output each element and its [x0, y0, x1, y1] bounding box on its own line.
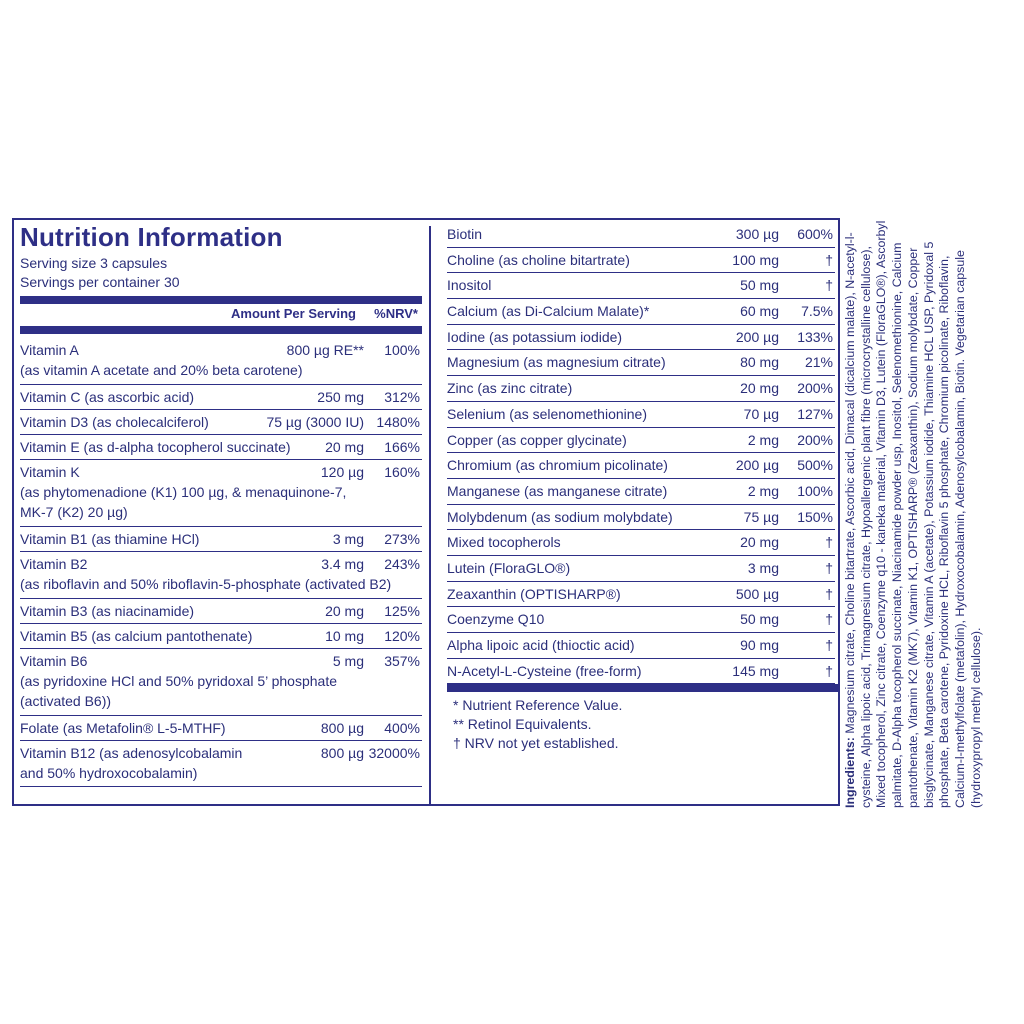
- nutrient-name: Mixed tocopherols: [447, 534, 561, 551]
- table-row: [447, 222, 835, 248]
- nutrient-nrv: 100%: [384, 342, 420, 358]
- nutrient-name: Vitamin B1 (as thiamine HCl): [20, 531, 200, 547]
- nutrient-name: Zeaxanthin (OPTISHARP®): [447, 585, 621, 602]
- table-row: [447, 376, 835, 402]
- nutrient-name: Chromium (as chromium picolinate): [447, 457, 668, 474]
- ingredients-text: [843, 218, 984, 808]
- nutrient-nrv: 7.5%: [801, 303, 833, 320]
- nutrient-detail: MK-7 (K2) 20 µg): [20, 504, 128, 520]
- table-row: [447, 659, 835, 685]
- table-row: [447, 248, 835, 274]
- nutrient-name: Selenium (as selenomethionine): [447, 405, 647, 422]
- ingredients-panel: [843, 218, 1021, 808]
- nutrient-nrv: †: [825, 662, 833, 679]
- table-row: [447, 428, 835, 454]
- table-row: [20, 649, 422, 716]
- nutrient-amount: 100 mg: [732, 251, 779, 268]
- nutrient-amount: 3.4 mg: [321, 556, 364, 572]
- nutrient-nrv: †: [825, 637, 833, 653]
- nutrient-nrv: 21%: [804, 354, 833, 371]
- nutrient-nrv: 1480%: [376, 414, 420, 430]
- table-row: [447, 633, 835, 659]
- header-nrv: %NRV*: [374, 306, 418, 321]
- table-row: [20, 624, 422, 649]
- nutrient-amount: 800 µg: [320, 745, 364, 761]
- footnote: † NRV not yet established.: [453, 735, 619, 751]
- table-row: [20, 599, 422, 624]
- nutrient-name: N-Acetyl-L-Cysteine (free-form): [447, 662, 642, 679]
- table-row: [447, 582, 835, 608]
- table-row: [447, 350, 835, 376]
- nutrient-nrv: 200%: [797, 380, 833, 397]
- nutrient-amount: 200 µg: [735, 328, 779, 345]
- nutrient-name: Alpha lipoic acid (thioctic acid): [447, 637, 635, 653]
- nutrient-amount: 20 mg: [740, 380, 779, 397]
- nutrient-name: Biotin: [447, 226, 483, 242]
- servings-per-container: Servings per container 30: [20, 274, 180, 290]
- nutrient-nrv: 357%: [384, 653, 420, 669]
- nutrient-name: Vitamin K: [20, 464, 80, 480]
- nutrition-label: [12, 218, 840, 806]
- nutrient-name: Choline (as choline bitartrate): [447, 251, 630, 268]
- nutrient-amount: 70 µg: [743, 405, 779, 422]
- nutrient-name: Inositol: [447, 277, 492, 294]
- table-row: [447, 402, 835, 428]
- nutrient-nrv: 166%: [384, 439, 420, 455]
- left-column: [14, 220, 429, 804]
- nutrient-nrv: †: [825, 277, 833, 294]
- table-row: [447, 453, 835, 479]
- nutrient-nrv: †: [825, 611, 833, 628]
- table-row: [20, 716, 422, 741]
- table-row: [447, 505, 835, 531]
- nutrient-amount: 3 mg: [332, 531, 364, 547]
- nutrient-detail: (activated B6)): [20, 693, 112, 709]
- nutrient-name: Zinc (as zinc citrate): [447, 380, 573, 397]
- nutrient-detail: (as vitamin A acetate and 20% beta carotene): [20, 362, 303, 378]
- footnotes: [453, 696, 622, 753]
- table-row: [447, 299, 835, 325]
- nutrient-amount: 300 µg: [735, 226, 779, 242]
- nutrient-nrv: †: [825, 534, 833, 551]
- nutrient-detail: and 50% hydroxocobalamin): [20, 765, 198, 781]
- right-column: [439, 220, 832, 804]
- nutrient-amount: 20 mg: [325, 439, 364, 455]
- nutrient-name: Iodine (as potassium iodide): [447, 328, 623, 345]
- nutrient-amount: 5 mg: [332, 653, 364, 669]
- nutrient-detail: (as riboflavin and 50% riboflavin-5-phosphate (activated B2): [20, 576, 392, 592]
- table-row: [20, 552, 422, 599]
- nutrient-amount: 75 µg (3000 IU): [266, 414, 364, 430]
- top-divider-bar: [20, 296, 422, 304]
- table-row: [447, 530, 835, 556]
- nutrient-amount: 50 mg: [740, 611, 779, 628]
- table-row: [20, 527, 422, 552]
- table-row: [20, 460, 422, 527]
- nutrient-amount: 500 µg: [735, 585, 779, 602]
- nutrient-name: Vitamin B2: [20, 556, 88, 572]
- nutrient-nrv: 273%: [384, 531, 420, 547]
- nutrient-name: Molybdenum (as sodium molybdate): [447, 508, 673, 525]
- footnote: * Nutrient Reference Value.: [453, 697, 623, 713]
- right-nutrient-table: [447, 222, 835, 684]
- nutrient-amount: 2 mg: [747, 482, 779, 499]
- left-nutrient-table: [20, 338, 422, 787]
- header-amount: Amount Per Serving: [231, 306, 356, 321]
- nutrient-amount: 3 mg: [747, 559, 779, 576]
- table-row: [447, 273, 835, 299]
- nutrient-nrv: 127%: [797, 405, 833, 422]
- nutrient-nrv: 120%: [384, 628, 420, 644]
- nutrient-amount: 75 µg: [743, 508, 779, 525]
- table-row: [447, 556, 835, 582]
- nutrient-nrv: 600%: [797, 226, 833, 242]
- nutrient-name: Vitamin B5 (as calcium pantothenate): [20, 628, 253, 644]
- nutrient-amount: 120 µg: [320, 464, 364, 480]
- serving-info: [20, 254, 180, 292]
- nutrient-nrv: †: [825, 251, 833, 268]
- nutrient-name: Calcium (as Di-Calcium Malate)*: [447, 303, 650, 320]
- table-row: [20, 410, 422, 435]
- nutrient-nrv: 312%: [384, 389, 420, 405]
- nutrient-nrv: 32000%: [368, 745, 420, 761]
- serving-size: Serving size 3 capsules: [20, 255, 168, 271]
- nutrient-amount: 200 µg: [735, 457, 779, 474]
- bottom-divider-bar: [447, 684, 840, 692]
- nutrient-name: Vitamin B6: [20, 653, 88, 669]
- nutrient-name: Magnesium (as magnesium citrate): [447, 354, 666, 371]
- footnote: ** Retinol Equivalents.: [453, 716, 592, 732]
- nutrient-amount: 60 mg: [740, 303, 779, 320]
- nutrient-name: Coenzyme Q10: [447, 611, 545, 628]
- nutrient-name: Vitamin E (as d-alpha tocopherol succinate): [20, 439, 291, 455]
- nutrient-nrv: 160%: [384, 464, 420, 480]
- nutrient-amount: 250 mg: [317, 389, 364, 405]
- nutrient-amount: 80 mg: [740, 354, 779, 371]
- nutrient-name: Vitamin D3 (as cholecalciferol): [20, 414, 209, 430]
- nutrient-nrv: 100%: [797, 482, 833, 499]
- nutrient-nrv: 500%: [797, 457, 833, 474]
- nutrient-name: Folate (as Metafolin® L-5-MTHF): [20, 720, 226, 736]
- table-row: [20, 385, 422, 410]
- header-divider-bar: [20, 326, 422, 334]
- nutrient-amount: 800 µg: [320, 720, 364, 736]
- nutrient-nrv: 400%: [384, 720, 420, 736]
- nutrient-amount: 90 mg: [740, 637, 779, 653]
- nutrient-name: Vitamin B3 (as niacinamide): [20, 603, 195, 619]
- nutrient-amount: 10 mg: [325, 628, 364, 644]
- table-header: [20, 304, 422, 324]
- nutrient-name: Vitamin B12 (as adenosylcobalamin: [20, 745, 243, 761]
- table-row: [20, 741, 422, 787]
- nutrient-name: Lutein (FloraGLO®): [447, 559, 571, 576]
- nutrient-nrv: †: [825, 585, 833, 602]
- column-divider: [429, 226, 431, 804]
- nutrient-amount: 20 mg: [325, 603, 364, 619]
- nutrient-amount: 145 mg: [732, 662, 779, 679]
- nutrient-nrv: 133%: [797, 328, 833, 345]
- table-row: [20, 435, 422, 460]
- nutrient-detail: (as pyridoxine HCl and 50% pyridoxal 5’ phosphate: [20, 673, 337, 689]
- page-title: Nutrition Information: [20, 222, 283, 252]
- nutrient-name: Vitamin C (as ascorbic acid): [20, 389, 195, 405]
- table-row: [447, 325, 835, 351]
- nutrient-amount: 20 mg: [740, 534, 779, 551]
- table-row: [447, 479, 835, 505]
- ingredients-label: Ingredients:: [843, 737, 857, 808]
- nutrient-nrv: †: [825, 559, 833, 576]
- table-row: [447, 607, 835, 633]
- nutrient-name: Manganese (as manganese citrate): [447, 482, 668, 499]
- ingredients-list: Magnesium citrate, Choline bitartrate, Ascorbic acid, Dimacal (dicalcium malate), N-acetyl-l-cysteine, Alpha lipoic acid, Trimagnesium citrate, Hypoallergenic plant fibre (microcrystalline cellulose), Mixed tocopherol, Zinc citrate, Coenzyme q10 - kaneka material, Vitamin D3, Lutein (FloraGLO®), Ascorbyl palmitate, D-Alpha tocopherol succinate, Niacinamide powder usp, Inositol, Selenomethionine, Calcium pantothenate, Vitamin K2 (MK7), Vitamin K1, OPTISHARP® (Zeaxanthin), Sodium molybdate, Copper bisglycinate, Manganese citrate, Vitamin A (acetate), Potassium iodide, Thiamine HCL USP, Pyridoxal 5 phosphate, Beta carotene, Pyridoxine HCL, Riboflavin 5 phosphate, Chromium picolinate, Riboflavin, Calcium-l-methylfolate (metafolin), Hydroxocobalamin, Adenosylcobalamin, Biotin. Vegetarian capsule (hydroxypropyl methyl cellulose).: [843, 220, 983, 808]
- nutrient-amount: 2 mg: [747, 431, 779, 448]
- nutrient-nrv: 150%: [797, 508, 833, 525]
- nutrient-name: Vitamin A: [20, 342, 79, 358]
- nutrient-amount: 50 mg: [740, 277, 779, 294]
- nutrient-amount: 800 µg RE**: [286, 342, 364, 358]
- nutrient-nrv: 200%: [797, 431, 833, 448]
- table-row: [20, 338, 422, 385]
- nutrient-detail: (as phytomenadione (K1) 100 µg, & menaquinone-7,: [20, 484, 347, 500]
- nutrient-name: Copper (as copper glycinate): [447, 431, 627, 448]
- nutrient-nrv: 125%: [384, 603, 420, 619]
- nutrient-nrv: 243%: [384, 556, 420, 572]
